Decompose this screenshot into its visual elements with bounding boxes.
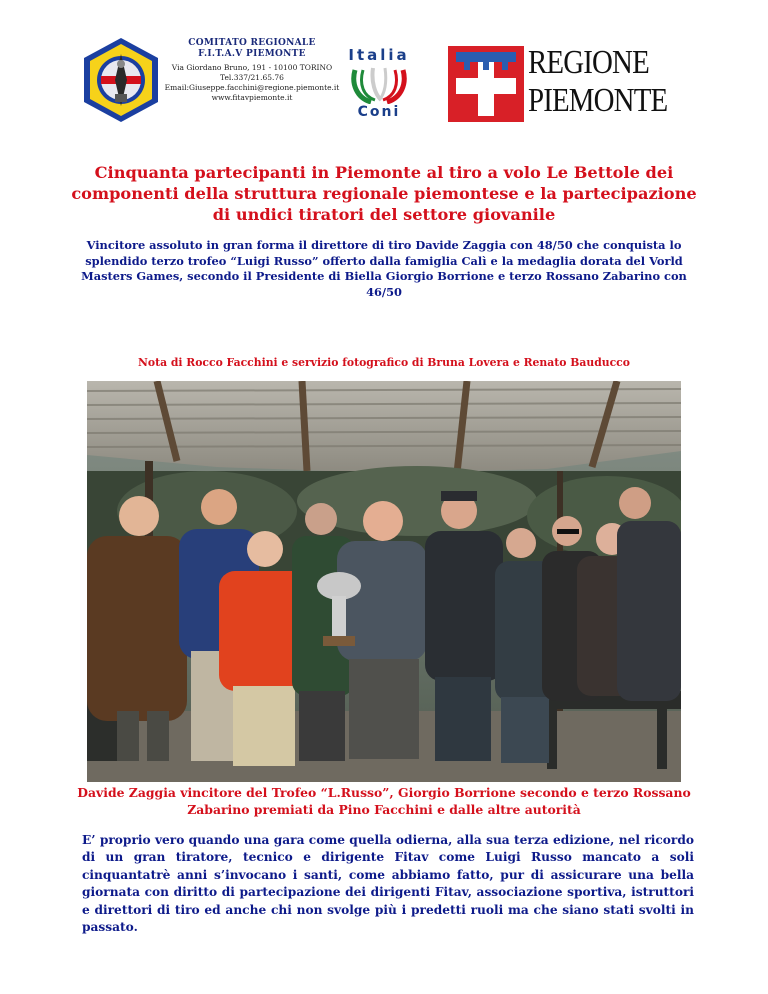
regione-line1: REGIONE (528, 44, 649, 81)
committee-block (162, 38, 342, 103)
coni-word: Coni (357, 104, 401, 120)
group-photo (87, 381, 681, 782)
committee-name: COMITATO REGIONALE (188, 38, 316, 48)
italia-word: Italia (348, 46, 410, 64)
fitav-shield-logo-icon (82, 36, 160, 124)
regione-piemonte-logo (448, 46, 680, 124)
committee-org: F.I.T.A.V PIEMONTE (198, 49, 306, 59)
article-body: E’ proprio vero quando una gara come quella odierna, alla sua terza edizione, nel ricordo di un gran tiratore, tecnico e dirigente Fitav come Luigi Russo mancato a soli cinquantatrè anni s’invocano i santi, come abbiamo fatto, pur di assicurare una bella giornata con diritto di partecipazione dei dirigenti Fitav, associazione sportiva, istruttori e direttori di tiro ed anche chi non svolge più i predetti ruoli ma che siano stati svolti in passato. (82, 833, 694, 935)
article-credits: Nota di Rocco Facchini e servizio fotografico di Bruna Lovera e Renato Bauducco (138, 356, 630, 369)
italia-coni-logo (335, 46, 423, 124)
regione-line2: PIEMONTE (528, 82, 668, 119)
committee-web: www.fitavpiemonte.it (211, 93, 293, 102)
letterhead (0, 32, 768, 128)
article-title: Cinquanta partecipanti in Piemonte al tiro a volo Le Bettole dei componenti della struttura regionale piemontese e la partecipazione di undici tiratori del settore giovanile (71, 163, 697, 224)
photo-caption: Davide Zaggia vincitore del Trofeo “L.Russo”, Giorgio Borrione secondo e terzo Rossano Zabarino premiati da Pino Facchini e dalle altre autorità (77, 785, 691, 817)
committee-tel: Tel.337/21.65.76 (220, 73, 284, 82)
piemonte-flag-icon (448, 46, 524, 122)
article-subtitle: Vincitore assoluto in gran forma il direttore di tiro Davide Zaggia con 48/50 che conquista lo splendido terzo trofeo “Luigi Russo” offerto dalla famiglia Calì e la medaglia dorata del Vorld Masters Games, secondo il Presidente di Biella Giorgio Borrione e terzo Rossano Zabarino con 46/50 (81, 238, 687, 299)
committee-address: Via Giordano Bruno, 191 - 10100 TORINO (171, 63, 333, 72)
tricolor-swirl-icon (349, 66, 409, 104)
committee-email: Email:Giuseppe.facchini@regione.piemonte.it (164, 83, 340, 92)
